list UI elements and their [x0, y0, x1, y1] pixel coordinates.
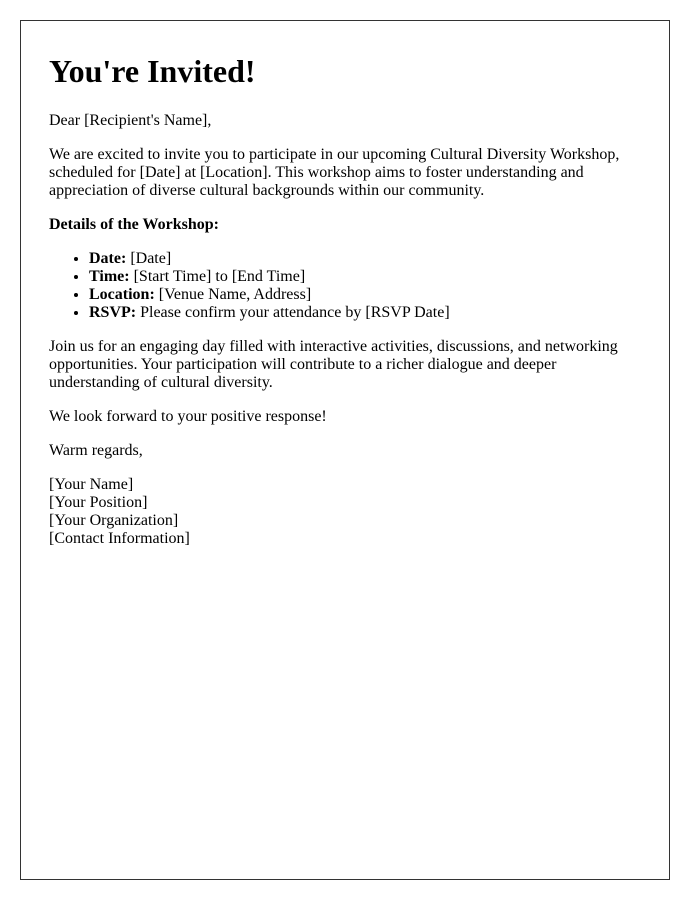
detail-value: [Start Time] to [End Time] — [129, 268, 306, 285]
closing-line: We look forward to your positive response! — [49, 408, 327, 425]
details-heading: Details of the Workshop: — [49, 216, 219, 233]
body-paragraph: Join us for an engaging day filled with interactive activities, discussions, and networking opportunities. Your participation will contribute to a richer dialogue and deeper understanding of cultural diversity. — [49, 338, 618, 391]
sign-off: Warm regards, — [49, 442, 143, 459]
detail-item-date — [89, 250, 649, 268]
signature-organization: [Your Organization] — [49, 512, 179, 529]
signature-position: [Your Position] — [49, 494, 148, 511]
greeting: Dear [Recipient's Name], — [49, 112, 212, 129]
detail-value: [Venue Name, Address] — [154, 286, 312, 303]
details-list — [49, 250, 649, 322]
detail-label: Location: — [89, 286, 155, 303]
signature-contact: [Contact Information] — [49, 530, 190, 547]
letter-title: You're Invited! — [49, 53, 256, 89]
detail-value: Please confirm your attendance by [RSVP Date] — [136, 304, 450, 321]
invitation-letter — [20, 20, 670, 880]
detail-item-rsvp — [89, 304, 649, 322]
detail-item-time — [89, 268, 649, 286]
detail-label: RSVP: — [89, 304, 137, 321]
intro-paragraph: We are excited to invite you to participate in our upcoming Cultural Diversity Workshop, scheduled for [Date] at [Location]. This workshop aims to foster understanding and appreciation of diverse cultural backgrounds within our community. — [49, 146, 620, 199]
detail-label: Time: — [89, 268, 130, 285]
signature-name: [Your Name] — [49, 476, 134, 493]
detail-value: [Date] — [126, 250, 172, 267]
signature-block — [49, 476, 649, 548]
detail-label: Date: — [89, 250, 127, 267]
detail-item-location — [89, 286, 649, 304]
